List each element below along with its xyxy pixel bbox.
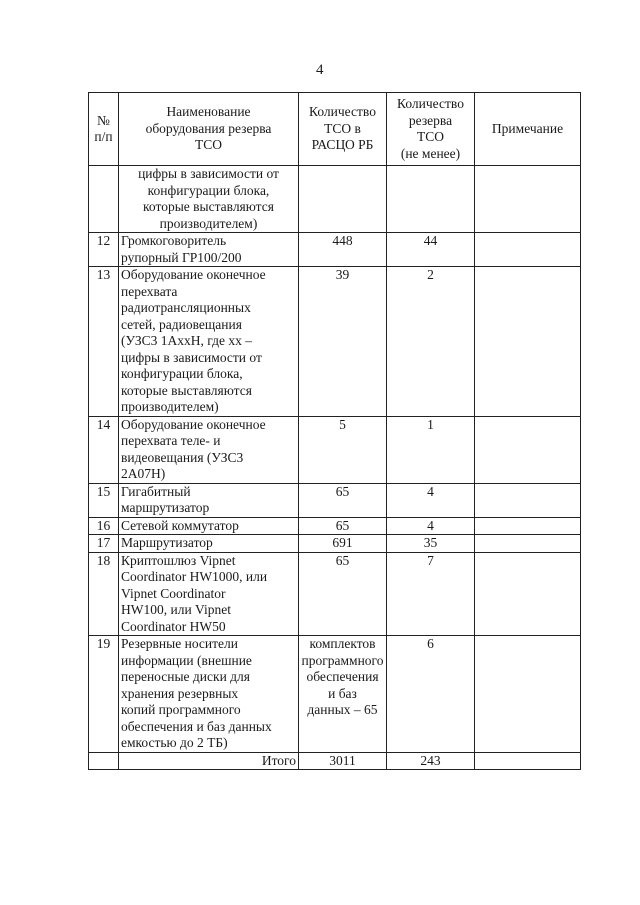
row-note bbox=[475, 233, 581, 267]
row-equipment-name: Громкоговоритель рупорный ГР100/200 bbox=[119, 233, 299, 267]
header-quantity: Количество ТСО в РАСЦО РБ bbox=[299, 93, 387, 166]
row-quantity: 65 bbox=[299, 483, 387, 517]
row-number: 19 bbox=[89, 636, 119, 753]
reserve-equipment-table bbox=[88, 92, 581, 770]
row-number: 13 bbox=[89, 267, 119, 417]
continuation-num-cell bbox=[89, 166, 119, 233]
table-header-row bbox=[89, 93, 581, 166]
header-number: № п/п bbox=[89, 93, 119, 166]
total-reserve-quantity: 243 bbox=[387, 752, 475, 770]
continuation-qty-cell bbox=[299, 166, 387, 233]
table-row bbox=[89, 416, 581, 483]
table-row bbox=[89, 267, 581, 417]
table-row bbox=[89, 636, 581, 753]
row-reserve-quantity: 4 bbox=[387, 483, 475, 517]
row-note bbox=[475, 517, 581, 535]
row-number: 17 bbox=[89, 535, 119, 553]
row-note bbox=[475, 267, 581, 417]
table-row bbox=[89, 535, 581, 553]
continuation-row bbox=[89, 166, 581, 233]
header-note: Примечание bbox=[475, 93, 581, 166]
row-reserve-quantity: 2 bbox=[387, 267, 475, 417]
row-quantity: 65 bbox=[299, 517, 387, 535]
total-label: Итого bbox=[119, 752, 299, 770]
row-number: 14 bbox=[89, 416, 119, 483]
table-row bbox=[89, 517, 581, 535]
total-quantity: 3011 bbox=[299, 752, 387, 770]
row-equipment-name: Оборудование оконечное перехвата теле- и видеовещания (УЗС3 2А07Н) bbox=[119, 416, 299, 483]
row-equipment-name: Резервные носители информации (внешние переносные диски для хранения резервных копий программного обеспечения и баз данных емкостью до 2 ТБ) bbox=[119, 636, 299, 753]
row-note bbox=[475, 416, 581, 483]
row-note bbox=[475, 535, 581, 553]
row-quantity: 39 bbox=[299, 267, 387, 417]
row-reserve-quantity: 1 bbox=[387, 416, 475, 483]
row-note bbox=[475, 552, 581, 636]
row-equipment-name: Гигабитный маршрутизатор bbox=[119, 483, 299, 517]
row-quantity: 5 bbox=[299, 416, 387, 483]
row-quantity: 65 bbox=[299, 552, 387, 636]
row-quantity: 448 bbox=[299, 233, 387, 267]
row-note bbox=[475, 636, 581, 753]
continuation-note-cell bbox=[475, 166, 581, 233]
row-note bbox=[475, 483, 581, 517]
row-reserve-quantity: 7 bbox=[387, 552, 475, 636]
row-equipment-name: Оборудование оконечное перехвата радиотрансляционных сетей, радиовещания (УЗС3 1АххН, где хх – цифры в зависимости от конфигурации блока, которые выставляются производителем) bbox=[119, 267, 299, 417]
row-number: 16 bbox=[89, 517, 119, 535]
row-quantity: 691 bbox=[299, 535, 387, 553]
row-number: 12 bbox=[89, 233, 119, 267]
total-num-cell bbox=[89, 752, 119, 770]
page-number: 4 bbox=[316, 62, 324, 78]
row-equipment-name: Сетевой коммутатор bbox=[119, 517, 299, 535]
row-equipment-name: Криптошлюз Vipnet Coordinator HW1000, или Vipnet Coordinator HW100, или Vipnet Coordinator HW50 bbox=[119, 552, 299, 636]
row-number: 18 bbox=[89, 552, 119, 636]
row-number: 15 bbox=[89, 483, 119, 517]
total-note bbox=[475, 752, 581, 770]
row-quantity: комплектов программного обеспечения и баз данных – 65 bbox=[299, 636, 387, 753]
continuation-reserve-cell bbox=[387, 166, 475, 233]
table-row bbox=[89, 483, 581, 517]
total-row bbox=[89, 752, 581, 770]
row-reserve-quantity: 4 bbox=[387, 517, 475, 535]
table-row bbox=[89, 233, 581, 267]
header-equipment-name: Наименование оборудования резерва ТСО bbox=[119, 93, 299, 166]
row-reserve-quantity: 6 bbox=[387, 636, 475, 753]
row-reserve-quantity: 35 bbox=[387, 535, 475, 553]
row-reserve-quantity: 44 bbox=[387, 233, 475, 267]
header-reserve-quantity: Количество резерва ТСО (не менее) bbox=[387, 93, 475, 166]
table-row bbox=[89, 552, 581, 636]
row-equipment-name: Маршрутизатор bbox=[119, 535, 299, 553]
continuation-name-cell: цифры в зависимости от конфигурации блока, которые выставляются производителем) bbox=[119, 166, 299, 233]
